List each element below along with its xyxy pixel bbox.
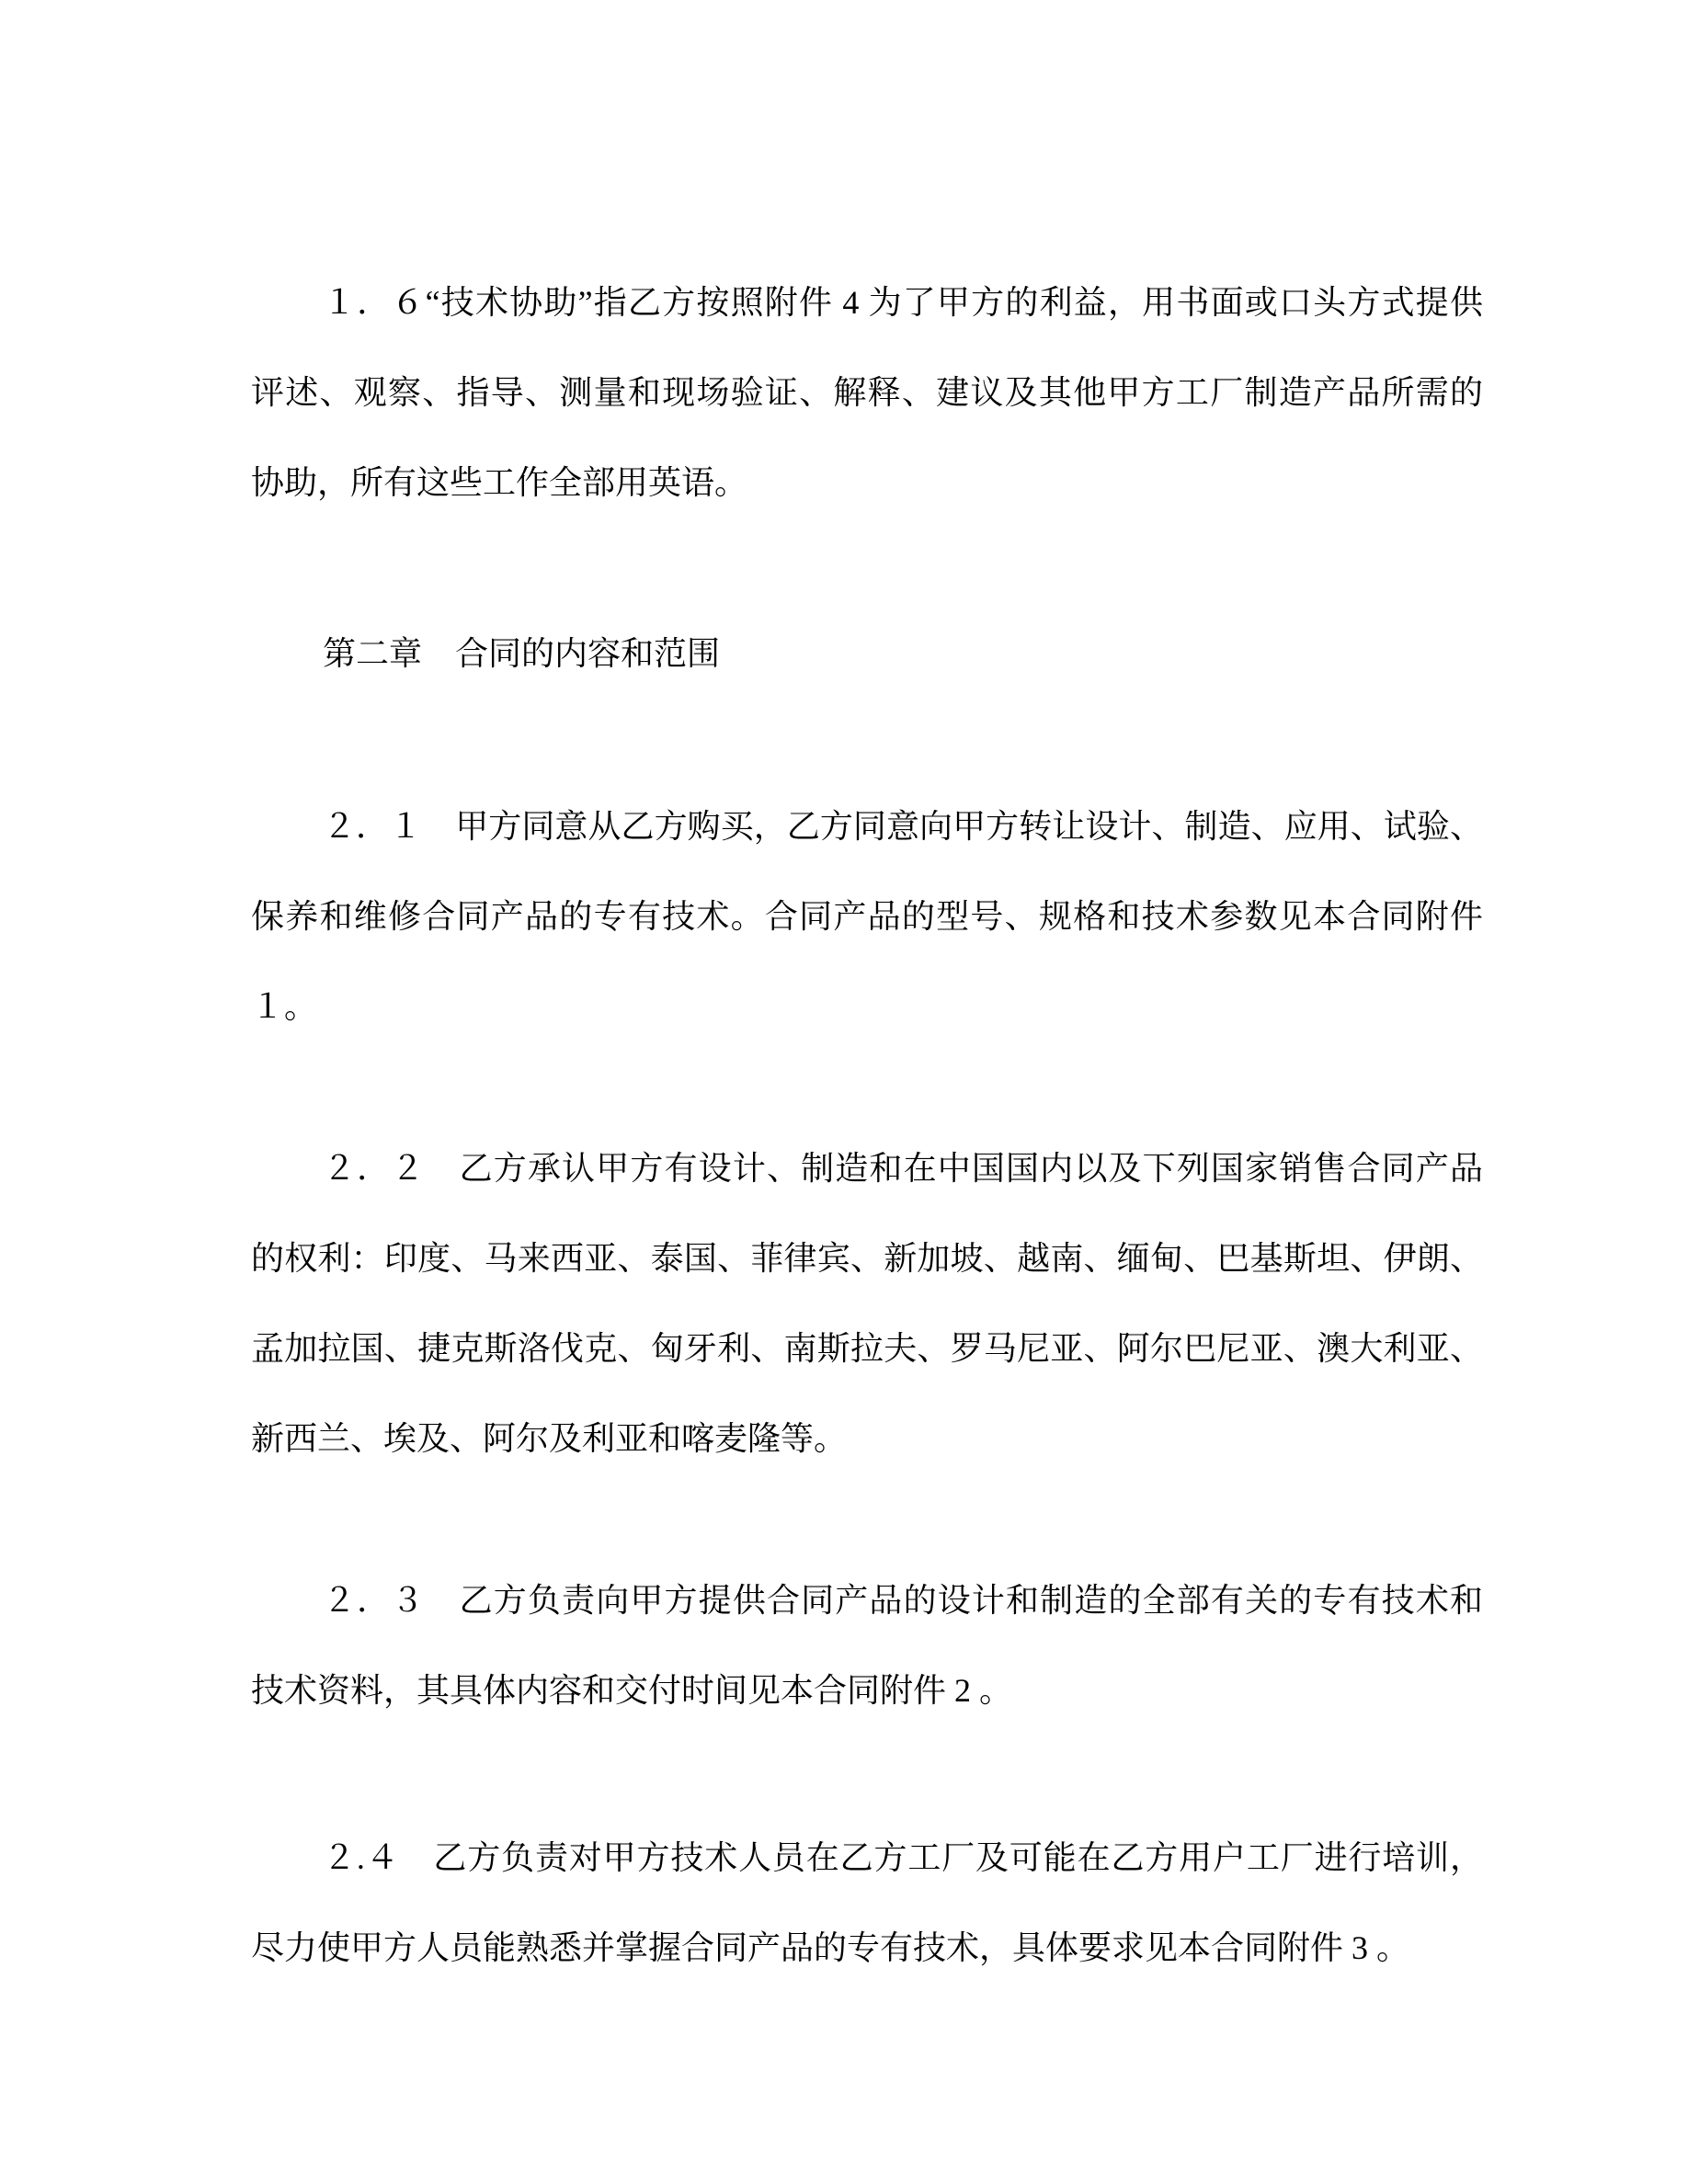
text-line: ２.４ 乙方负责对甲方技术人员在乙方工厂及可能在乙方用户工厂进行培训， (323, 1839, 1483, 1876)
text-line: 评述、观察、指导、测量和现场验证、解释、建议及其他甲方工厂制造产品所需的 (251, 374, 1483, 411)
text-line: 技术资料，其具体内容和交付时间见本合同附件 2 。 (251, 1672, 1013, 1709)
clause-2-2 (251, 1123, 1483, 1484)
text-line: １。 (251, 988, 318, 1025)
clause-1-6 (251, 257, 1483, 528)
clause-2-3 (251, 1555, 1483, 1735)
clause-2-4 (251, 1813, 1483, 1993)
text-line: ２．２ 乙方承认甲方有设计、制造和在中国国内以及下列国家销售合同产品 (323, 1150, 1483, 1187)
chapter-title: 第二章 合同的内容和范围 (323, 635, 721, 672)
text-line: １．６“技术协助”指乙方按照附件 4 为了甲方的利益，用书面或口头方式提供 (323, 284, 1483, 321)
text-line: 的权利：印度、马来西亚、泰国、菲律宾、新加坡、越南、缅甸、巴基斯坦、伊朗、 (251, 1240, 1483, 1277)
chapter-2-heading (251, 609, 1483, 699)
text-line: 协助，所有这些工作全部用英语。 (251, 464, 748, 501)
text-line: 尽力使甲方人员能熟悉并掌握合同产品的专有技术，具体要求见本合同附件 3 。 (251, 1929, 1410, 1966)
clause-2-1 (251, 781, 1483, 1052)
text-line: ２．３ 乙方负责向甲方提供合同产品的设计和制造的全部有关的专有技术和 (323, 1582, 1483, 1619)
text-line: 孟加拉国、捷克斯洛伐克、匈牙利、南斯拉夫、罗马尼亚、阿尔巴尼亚、澳大利亚、 (251, 1330, 1483, 1367)
text-line: 保养和维修合同产品的专有技术。合同产品的型号、规格和技术参数见本合同附件 (251, 898, 1483, 935)
text-line: ２．１ 甲方同意从乙方购买，乙方同意向甲方转让设计、制造、应用、试验、 (323, 808, 1483, 845)
text-line: 新西兰、埃及、阿尔及利亚和喀麦隆等。 (251, 1420, 848, 1457)
